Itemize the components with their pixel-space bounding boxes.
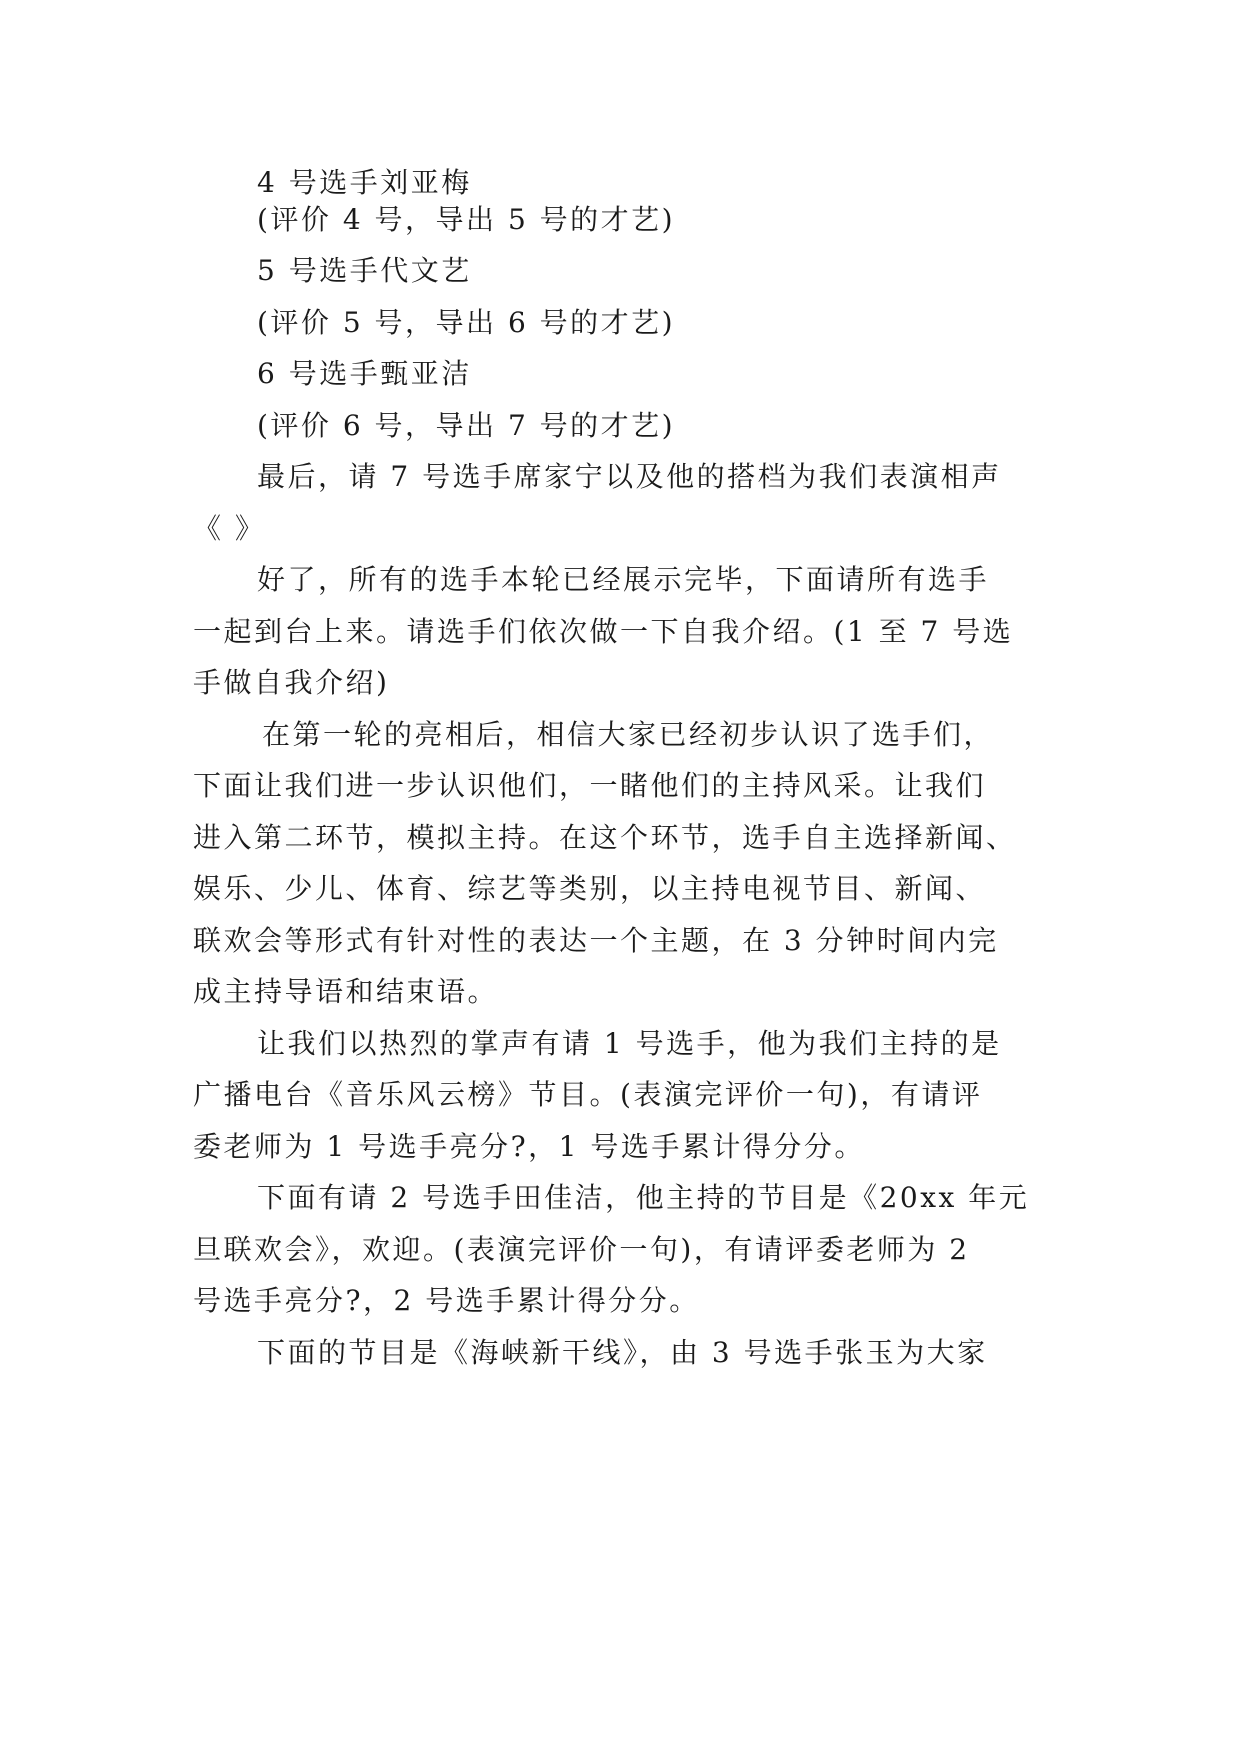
comment-5-line: (评价 5 号，导出 6 号的才艺) xyxy=(257,306,676,339)
comment-4-line: (评价 4 号，导出 5 号的才艺) xyxy=(257,203,676,236)
paragraph-self-intro-line-2: 一起到台上来。请选手们依次做一下自我介绍。(1 至 7 号选 xyxy=(193,615,1014,648)
paragraph-second-round-line-5: 联欢会等形式有针对性的表达一个主题，在 3 分钟时间内完 xyxy=(193,924,999,957)
paragraph-self-intro-line-3: 手做自我介绍) xyxy=(193,666,390,699)
contestant-6-line: 6 号选手甄亚洁 xyxy=(257,357,472,390)
paragraph-self-intro-line-1: 好了，所有的选手本轮已经展示完毕，下面请所有选手 xyxy=(257,563,990,596)
paragraph-contestant-1-line-3: 委老师为 1 号选手亮分?，1 号选手累计得分分。 xyxy=(193,1130,865,1163)
paragraph-final-contestant-line-1: 最后，请 7 号选手席家宁以及他的搭档为我们表演相声 xyxy=(257,460,1002,493)
paragraph-contestant-3-line-1: 下面的节目是《海峡新干线》，由 3 号选手张玉为大家 xyxy=(257,1336,988,1369)
paragraph-second-round-line-6: 成主持导语和结束语。 xyxy=(193,975,499,1008)
paragraph-second-round-line-1: 在第一轮的亮相后，相信大家已经初步认识了选手们， xyxy=(262,718,995,751)
contestant-5-line: 5 号选手代文艺 xyxy=(257,254,472,287)
paragraph-contestant-1-line-1: 让我们以热烈的掌声有请 1 号选手，他为我们主持的是 xyxy=(257,1027,1002,1060)
paragraph-second-round-line-2: 下面让我们进一步认识他们，一睹他们的主持风采。让我们 xyxy=(193,769,987,802)
paragraph-second-round-line-3: 进入第二环节，模拟主持。在这个环节，选手自主选择新闻、 xyxy=(193,821,1017,854)
paragraph-final-contestant-line-2: 《 》 xyxy=(193,512,266,545)
paragraph-second-round-line-4: 娱乐、少儿、体育、综艺等类别，以主持电视节目、新闻、 xyxy=(193,872,987,905)
paragraph-contestant-1-line-2: 广播电台《音乐风云榜》节目。(表演完评价一句)，有请评 xyxy=(193,1078,983,1111)
paragraph-contestant-2-line-2: 旦联欢会》，欢迎。(表演完评价一句)，有请评委老师为 2 xyxy=(193,1233,970,1266)
comment-6-line: (评价 6 号，导出 7 号的才艺) xyxy=(257,409,676,442)
contestant-4-line: 4 号选手刘亚梅 xyxy=(257,166,472,199)
paragraph-contestant-2-line-1: 下面有请 2 号选手田佳洁，他主持的节目是《20xx 年元 xyxy=(257,1181,1030,1214)
paragraph-contestant-2-line-3: 号选手亮分?，2 号选手累计得分分。 xyxy=(193,1284,700,1317)
